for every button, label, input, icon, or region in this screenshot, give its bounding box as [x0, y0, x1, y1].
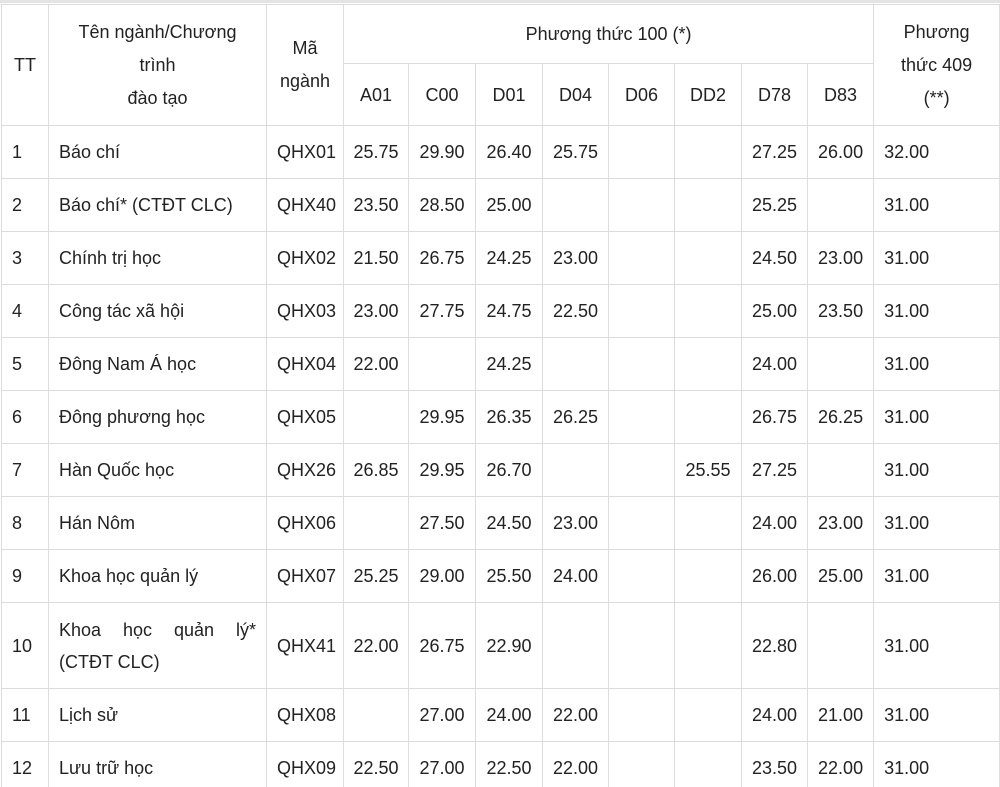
table-row	[2, 689, 1000, 742]
header-major-code-line1: Mã	[292, 38, 318, 58]
score-d06	[609, 391, 675, 444]
score-c00: 27.00	[409, 742, 476, 787]
score-d01: 22.50	[476, 742, 543, 787]
score-d01: 24.00	[476, 689, 543, 742]
score-a01: 21.50	[344, 232, 409, 285]
major-code: QHX07	[267, 550, 344, 603]
row-number: 3	[2, 232, 49, 285]
score-c00: 27.00	[409, 689, 476, 742]
header-tt	[2, 5, 49, 126]
score-a01: 23.50	[344, 179, 409, 232]
row-number: 6	[2, 391, 49, 444]
major-code: QHX09	[267, 742, 344, 787]
table-row	[2, 742, 1000, 787]
score-dd2	[675, 603, 742, 689]
table-row	[2, 391, 1000, 444]
header-block-c00: C00	[409, 64, 476, 126]
header-program-name-line2: trình	[139, 54, 176, 75]
score-d78: 26.75	[742, 391, 808, 444]
score-method-409: 31.00	[874, 603, 1000, 689]
header-block-d01: D01	[476, 64, 543, 126]
score-d04: 25.75	[543, 126, 609, 179]
header-method-100-label: Phương thức 100 (*)	[525, 24, 692, 44]
major-code: QHX41	[267, 603, 344, 689]
score-d83: 22.00	[808, 742, 874, 787]
header-block-dd2: DD2	[675, 64, 742, 126]
score-d83: 26.25	[808, 391, 874, 444]
program-name: Lịch sử	[49, 689, 267, 742]
score-a01: 22.50	[344, 742, 409, 787]
score-dd2: 25.55	[675, 444, 742, 497]
header-block-d83: D83	[808, 64, 874, 126]
program-name: Lưu trữ học	[49, 742, 267, 787]
score-d78: 25.25	[742, 179, 808, 232]
program-name: Hán Nôm	[49, 497, 267, 550]
score-c00: 29.95	[409, 391, 476, 444]
header-method-409-line2: thức 409	[901, 54, 973, 75]
score-d83	[808, 444, 874, 497]
score-d01: 25.50	[476, 550, 543, 603]
score-d78: 23.50	[742, 742, 808, 787]
major-code: QHX40	[267, 179, 344, 232]
score-a01: 22.00	[344, 338, 409, 391]
score-d83: 23.50	[808, 285, 874, 338]
table-row	[2, 603, 1000, 689]
score-d04: 26.25	[543, 391, 609, 444]
program-name: Báo chí	[49, 126, 267, 179]
score-d04: 23.00	[543, 232, 609, 285]
score-d06	[609, 126, 675, 179]
score-d78: 24.00	[742, 338, 808, 391]
program-name: Khoa học quản lý* (CTĐT CLC)	[49, 603, 267, 689]
score-d01: 24.50	[476, 497, 543, 550]
score-d01: 26.40	[476, 126, 543, 179]
score-d04: 23.00	[543, 497, 609, 550]
score-a01	[344, 497, 409, 550]
score-a01: 23.00	[344, 285, 409, 338]
score-a01	[344, 391, 409, 444]
score-d06	[609, 444, 675, 497]
score-d78: 24.00	[742, 497, 808, 550]
score-d78: 27.25	[742, 444, 808, 497]
row-number: 7	[2, 444, 49, 497]
score-c00: 29.95	[409, 444, 476, 497]
header-major-code-line2: ngành	[279, 71, 331, 91]
program-name: Hàn Quốc học	[49, 444, 267, 497]
score-method-409: 31.00	[874, 444, 1000, 497]
table-row	[2, 497, 1000, 550]
score-d01: 24.25	[476, 338, 543, 391]
score-d78: 25.00	[742, 285, 808, 338]
row-number: 9	[2, 550, 49, 603]
score-d04	[543, 603, 609, 689]
score-d83: 26.00	[808, 126, 874, 179]
program-name: Đông Nam Á học	[49, 338, 267, 391]
row-number: 8	[2, 497, 49, 550]
score-d83: 25.00	[808, 550, 874, 603]
score-d06	[609, 550, 675, 603]
score-d04: 22.50	[543, 285, 609, 338]
score-dd2	[675, 126, 742, 179]
score-a01: 25.75	[344, 126, 409, 179]
score-c00: 26.75	[409, 232, 476, 285]
score-d83	[808, 603, 874, 689]
score-method-409: 31.00	[874, 550, 1000, 603]
score-d06	[609, 603, 675, 689]
major-code: QHX05	[267, 391, 344, 444]
program-name: Chính trị học	[49, 232, 267, 285]
header-block-a01: A01	[344, 64, 409, 126]
score-dd2	[675, 497, 742, 550]
table-body	[2, 126, 1000, 787]
score-dd2	[675, 232, 742, 285]
score-c00: 28.50	[409, 179, 476, 232]
score-d06	[609, 497, 675, 550]
score-method-409: 31.00	[874, 497, 1000, 550]
score-method-409: 31.00	[874, 338, 1000, 391]
score-c00	[409, 338, 476, 391]
header-program-name-line3: đào tạo	[127, 87, 188, 108]
score-method-409: 31.00	[874, 232, 1000, 285]
score-d06	[609, 285, 675, 338]
major-code: QHX04	[267, 338, 344, 391]
score-d04	[543, 444, 609, 497]
major-code: QHX03	[267, 285, 344, 338]
header-method-409	[874, 5, 1000, 126]
score-d83: 23.00	[808, 497, 874, 550]
top-divider	[0, 0, 1000, 3]
score-method-409: 31.00	[874, 742, 1000, 787]
header-block-d78: D78	[742, 64, 808, 126]
score-c00: 27.50	[409, 497, 476, 550]
header-block-d04: D04	[543, 64, 609, 126]
score-d06	[609, 742, 675, 787]
score-d01: 22.90	[476, 603, 543, 689]
score-d01: 24.25	[476, 232, 543, 285]
table-row	[2, 444, 1000, 497]
header-program-name-line1: Tên ngành/Chương	[78, 21, 237, 42]
header-method-409-line3: (**)	[923, 87, 950, 108]
table-row	[2, 285, 1000, 338]
score-dd2	[675, 179, 742, 232]
score-c00: 29.90	[409, 126, 476, 179]
row-number: 12	[2, 742, 49, 787]
score-d01: 25.00	[476, 179, 543, 232]
score-d01: 24.75	[476, 285, 543, 338]
score-dd2	[675, 550, 742, 603]
header-method-100	[344, 5, 874, 64]
score-c00: 27.75	[409, 285, 476, 338]
table-row	[2, 338, 1000, 391]
major-code: QHX06	[267, 497, 344, 550]
row-number: 10	[2, 603, 49, 689]
score-dd2	[675, 285, 742, 338]
program-name: Báo chí* (CTĐT CLC)	[49, 179, 267, 232]
score-method-409: 31.00	[874, 689, 1000, 742]
score-a01: 25.25	[344, 550, 409, 603]
table-row	[2, 232, 1000, 285]
row-number: 11	[2, 689, 49, 742]
row-number: 4	[2, 285, 49, 338]
score-dd2	[675, 338, 742, 391]
table-row	[2, 179, 1000, 232]
score-d04: 22.00	[543, 689, 609, 742]
row-number: 5	[2, 338, 49, 391]
score-d06	[609, 338, 675, 391]
score-dd2	[675, 391, 742, 444]
score-d83: 23.00	[808, 232, 874, 285]
score-d04: 22.00	[543, 742, 609, 787]
score-d04	[543, 338, 609, 391]
header-program-name	[49, 5, 267, 126]
score-d83: 21.00	[808, 689, 874, 742]
score-dd2	[675, 742, 742, 787]
header-major-code	[267, 5, 344, 126]
score-d78: 26.00	[742, 550, 808, 603]
row-number: 2	[2, 179, 49, 232]
major-code: QHX08	[267, 689, 344, 742]
score-d78: 24.00	[742, 689, 808, 742]
score-a01	[344, 689, 409, 742]
score-d78: 22.80	[742, 603, 808, 689]
score-d06	[609, 179, 675, 232]
score-d01: 26.35	[476, 391, 543, 444]
score-dd2	[675, 689, 742, 742]
score-d83	[808, 179, 874, 232]
score-d04	[543, 179, 609, 232]
admission-scores-table	[1, 4, 1000, 787]
score-d78: 24.50	[742, 232, 808, 285]
score-d06	[609, 232, 675, 285]
table-row	[2, 550, 1000, 603]
row-number: 1	[2, 126, 49, 179]
score-method-409: 31.00	[874, 179, 1000, 232]
table-row	[2, 126, 1000, 179]
score-c00: 26.75	[409, 603, 476, 689]
major-code: QHX26	[267, 444, 344, 497]
score-a01: 22.00	[344, 603, 409, 689]
score-c00: 29.00	[409, 550, 476, 603]
program-name: Khoa học quản lý	[49, 550, 267, 603]
score-d78: 27.25	[742, 126, 808, 179]
header-tt-label: TT	[14, 55, 36, 75]
program-name: Công tác xã hội	[49, 285, 267, 338]
major-code: QHX02	[267, 232, 344, 285]
program-name: Đông phương học	[49, 391, 267, 444]
score-a01: 26.85	[344, 444, 409, 497]
major-code: QHX01	[267, 126, 344, 179]
header-block-d06: D06	[609, 64, 675, 126]
score-d01: 26.70	[476, 444, 543, 497]
score-method-409: 32.00	[874, 126, 1000, 179]
score-method-409: 31.00	[874, 285, 1000, 338]
score-method-409: 31.00	[874, 391, 1000, 444]
header-method-409-line1: Phương	[903, 21, 970, 42]
score-d06	[609, 689, 675, 742]
score-d83	[808, 338, 874, 391]
score-d04: 24.00	[543, 550, 609, 603]
